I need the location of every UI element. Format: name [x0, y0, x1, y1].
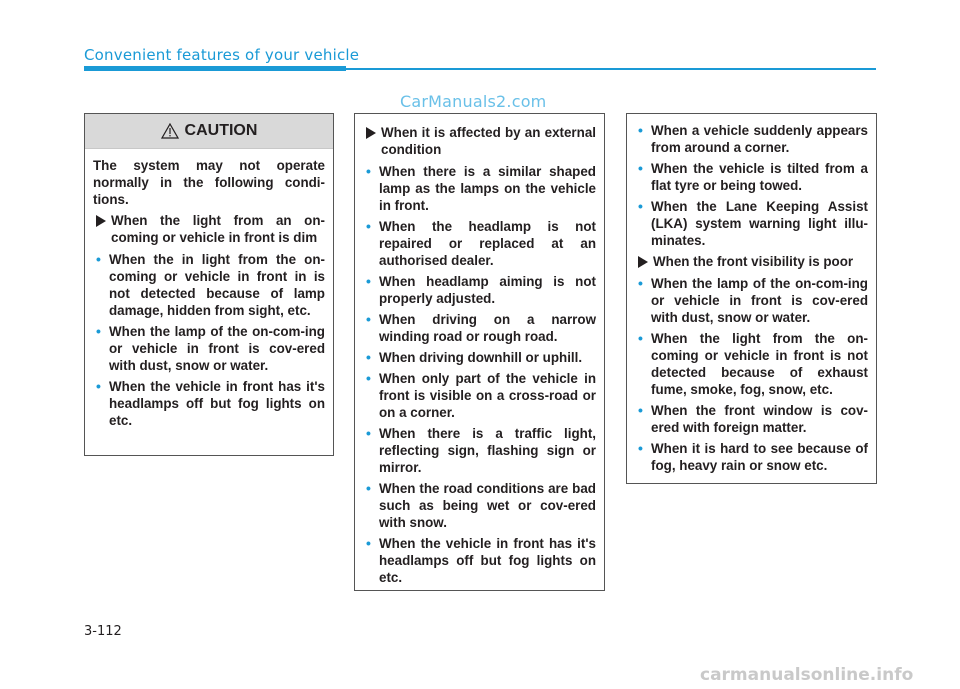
bullet-icon: •	[638, 330, 643, 346]
list-item-text: When only part of the vehicle in front is visible on a cross-road or on a corner.	[379, 371, 596, 420]
middle-box	[354, 113, 605, 591]
list-item-text: When it is hard to see because of fog, heavy rain or snow etc.	[651, 441, 868, 473]
section-title: Convenient features of your vehicle	[84, 46, 360, 64]
list-item-text: When a vehicle suddenly appears from around a corner.	[651, 123, 868, 155]
condition-text: When the front visibility is poor	[653, 254, 854, 269]
condition-text: When it is affected by an external condition	[381, 125, 596, 157]
list-item-text: When the vehicle is tilted from a flat tyre or being towed.	[651, 161, 868, 193]
caution-box	[84, 113, 334, 456]
list-item	[363, 218, 596, 269]
list-item	[635, 160, 868, 194]
list-item-text: When headlamp aiming is not properly adjusted.	[379, 274, 596, 306]
bullet-icon: •	[638, 122, 643, 138]
list-item	[635, 402, 868, 436]
caution-content	[85, 149, 333, 429]
list-item-text: When the vehicle in front has it's headlamps off but fog lights on etc.	[379, 536, 596, 585]
list-item-text: When the headlamp is not repaired or replaced at an authorised dealer.	[379, 219, 596, 268]
bullet-icon: •	[96, 251, 101, 267]
bullet-icon: •	[96, 323, 101, 339]
bullet-icon: •	[638, 160, 643, 176]
list-item	[635, 440, 868, 474]
list-item	[363, 370, 596, 421]
list-item	[363, 425, 596, 476]
list-item-text: When the light from the on-coming or vehicle in front is not detected because of exhaust fume, smoke, fog, snow, etc.	[651, 331, 868, 397]
footer-watermark[interactable]: carmanualsonline.info	[700, 665, 914, 685]
list-item	[635, 122, 868, 156]
header-rule-thick	[84, 66, 346, 71]
list-item-text: When driving downhill or uphill.	[379, 350, 583, 365]
bullet-icon: •	[366, 349, 371, 365]
watermark-link[interactable]: CarManuals2.com	[400, 92, 547, 111]
condition-heading	[93, 212, 325, 246]
bullet-icon: •	[366, 273, 371, 289]
caution-intro: The system may not operate normally in the following condi-tions.	[93, 158, 325, 207]
list-item-text: When the vehicle in front has it's headlamps off but fog lights on etc.	[109, 379, 325, 428]
list-item	[363, 480, 596, 531]
list-item	[363, 535, 596, 586]
arrow-right-icon	[638, 256, 648, 268]
list-item-text: When there is a traffic light, reflecting sign, flashing sign or mirror.	[379, 426, 596, 475]
list-item	[93, 251, 325, 319]
list-item	[635, 275, 868, 326]
header-rule-thin	[346, 68, 876, 70]
list-item-text: When driving on a narrow winding road or rough road.	[379, 312, 596, 344]
list-item-text: When there is a similar shaped lamp as the lamps on the vehicle in front.	[379, 164, 596, 213]
list-item	[635, 198, 868, 249]
list-item-text: When the in light from the on-coming or vehicle in front in is not detected because of lamp damage, hidden from sight, etc.	[109, 252, 325, 318]
list-item	[93, 378, 325, 429]
condition-text: When the light from an on-coming or vehicle in front is dim	[111, 213, 325, 245]
bullet-icon: •	[366, 535, 371, 551]
list-item	[93, 323, 325, 374]
bullet-icon: •	[366, 311, 371, 327]
right-content	[627, 114, 876, 474]
list-item-text: When the road conditions are bad such as being wet or cov-ered with snow.	[379, 481, 596, 530]
list-item	[363, 163, 596, 214]
bullet-icon: •	[366, 425, 371, 441]
bullet-icon: •	[638, 275, 643, 291]
bullet-icon: •	[638, 402, 643, 418]
list-item	[363, 349, 596, 366]
list-item-text: When the front window is cov-ered with foreign matter.	[651, 403, 868, 435]
arrow-right-icon	[366, 127, 376, 139]
list-item-text: When the Lane Keeping Assist (LKA) system warning light illu-minates.	[651, 199, 868, 248]
bullet-icon: •	[366, 163, 371, 179]
bullet-icon: •	[638, 198, 643, 214]
arrow-right-icon	[96, 215, 106, 227]
list-item	[363, 311, 596, 345]
bullet-icon: •	[638, 440, 643, 456]
list-item	[635, 330, 868, 398]
bullet-icon: •	[96, 378, 101, 394]
right-box	[626, 113, 877, 484]
caution-header	[85, 114, 333, 149]
bullet-icon: •	[366, 480, 371, 496]
list-item	[363, 273, 596, 307]
list-item-text: When the lamp of the on-com-ing or vehicle in front is cov-ered with dust, snow or water.	[651, 276, 868, 325]
bullet-icon: •	[366, 370, 371, 386]
page-number: 3-112	[84, 624, 122, 639]
list-item-text: When the lamp of the on-com-ing or vehicle in front is cov-ered with dust, snow or water.	[109, 324, 325, 373]
condition-heading	[363, 124, 596, 158]
caution-label: CAUTION	[184, 122, 258, 139]
bullet-icon: •	[366, 218, 371, 234]
middle-content	[355, 114, 604, 586]
condition-heading	[635, 253, 868, 270]
warning-triangle-icon	[161, 123, 179, 139]
